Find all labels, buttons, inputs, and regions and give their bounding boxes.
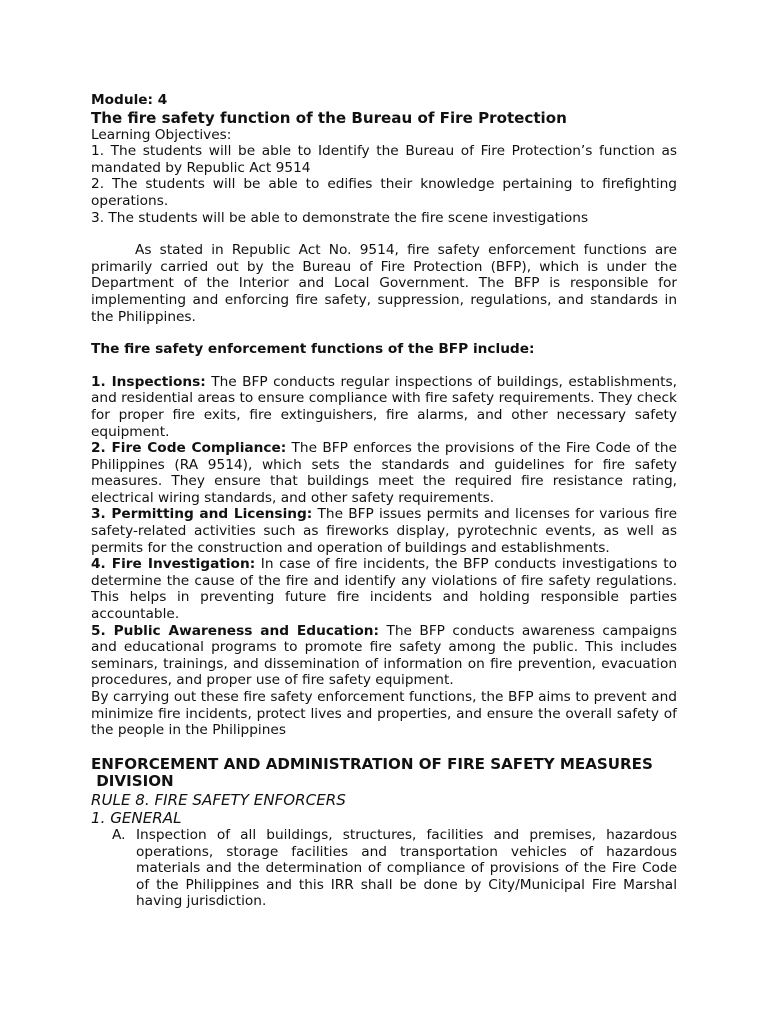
- function-item-label: 5. Public Awareness and Education:: [91, 622, 380, 639]
- function-item-label: 4. Fire Investigation:: [91, 556, 256, 573]
- function-item-text: The BFP conducts awareness campaigns and educational programs to promote fire safety among the public. This includes seminars, trainings, and dissemination of information on fire prevention, evacuation procedures, and proper use of fire safety equipment.: [91, 622, 677, 689]
- intro-paragraph: As stated in Republic Act No. 9514, fire safety enforcement functions are primarily carried out by the Bureau of Fire Protection (BFP), which is under the Department of the Interior and Local Government. The BFP is responsible for implementing and enforcing fire safety, suppression, regulations, and standards in the Philippines.: [91, 242, 677, 325]
- function-item: [91, 556, 677, 622]
- function-item: [91, 374, 677, 440]
- function-item-text: In case of fire incidents, the BFP conducts investigations to determine the cause of the fire and identify any violations of fire safety regulations. This helps in preventing future fire incidents and holding responsible parties accountable.: [91, 556, 677, 623]
- learning-objectives: [91, 127, 677, 227]
- functions-list: [91, 374, 677, 689]
- functions-heading: The fire safety enforcement functions of the BFP include:: [91, 341, 535, 358]
- function-item-text: The BFP conducts regular inspections of buildings, establishments, and residential areas to ensure compliance with fire safety requirements. They check for proper fire exits, fire extinguishers, fire alarms, and other necessary safety equipment.: [91, 373, 678, 440]
- function-item-label: 3. Permitting and Licensing:: [91, 506, 313, 523]
- lettered-item-marker: A.: [112, 826, 126, 843]
- objective-item: 3. The students will be able to demonstrate the fire scene investigations: [91, 209, 589, 226]
- objective-item: 1. The students will be able to Identify the Bureau of Fire Protection’s function as mandated by Republic Act 9514: [91, 143, 677, 176]
- subsection-heading: 1. GENERAL: [91, 808, 182, 827]
- document-page: [91, 92, 677, 910]
- module-label: Module: 4: [91, 92, 168, 108]
- function-item: [91, 440, 677, 506]
- lettered-item: [91, 827, 677, 910]
- lettered-item-text: Inspection of all buildings, structures, facilities and premises, hazardous operations, storage facilities and transportation vehicles of hazardous materials and the determination of compliance of provisions of the Fire Code of the Philippines and this IRR shall be done by City/Municipal Fire Marshal having jurisdiction.: [136, 826, 677, 910]
- closing-paragraph: By carrying out these fire safety enforcement functions, the BFP aims to prevent and minimize fire incidents, protect lives and properties, and ensure the overall safety of the people in the Philippines: [91, 689, 677, 739]
- function-item-text: The BFP issues permits and licenses for various fire safety-related activities such as fireworks display, pyrotechnic events, as well as permits for the construction and operation of buildings and establishments.: [91, 506, 677, 556]
- function-item-text: The BFP enforces the provisions of the Fire Code of the Philippines (RA 9514), which sets the standards and guidelines for fire safety measures. They ensure that buildings meet the required fire resistance rating, electrical wiring standards, and other safety requirements.: [91, 440, 677, 506]
- rule-heading: RULE 8. FIRE SAFETY ENFORCERS: [91, 790, 346, 809]
- function-item-label: 1. Inspections:: [91, 373, 206, 390]
- section-heading: ENFORCEMENT AND ADMINISTRATION OF FIRE SAFETY MEASURES DIVISION: [91, 754, 653, 791]
- function-item-label: 2. Fire Code Compliance:: [91, 440, 287, 457]
- function-item: [91, 506, 677, 556]
- objectives-heading: Learning Objectives:: [91, 126, 232, 143]
- function-item: [91, 623, 677, 689]
- objective-item: 2. The students will be able to edifies their knowledge pertaining to firefighting operations.: [91, 176, 677, 209]
- document-title: The fire safety function of the Bureau of Fire Protection: [91, 108, 567, 127]
